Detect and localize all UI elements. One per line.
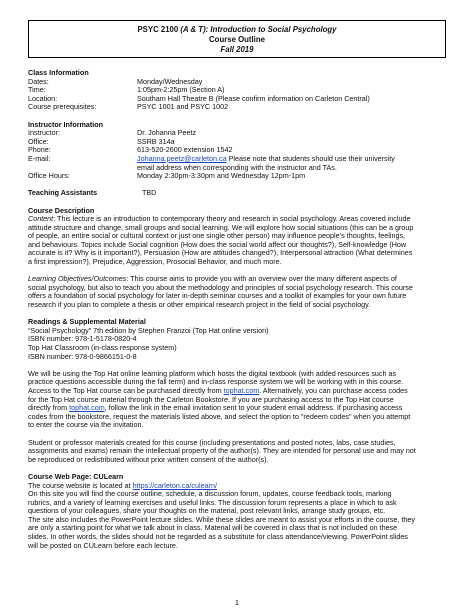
row-label: Course prerequisites: — [28, 102, 97, 112]
paragraph-line: questions of your colleagues, share your thoughts on the material, post relevant links, arrange study groups, etc. — [28, 506, 386, 516]
objectives-label: Learning Objectives/Outcomes — [28, 274, 127, 284]
paragraph-line: practice questions accessible during the fall term) and in-class response system we will be working with in this course. — [28, 377, 404, 387]
email-link[interactable]: Johanna.peetz@carleton.ca — [137, 153, 227, 163]
course-description-text — [28, 215, 448, 267]
row-label: Office: — [28, 136, 49, 146]
email-note: Please note that students should use their university — [226, 153, 395, 163]
content-label: Content — [28, 214, 54, 224]
office-value: SSRB 314a — [137, 136, 175, 146]
course-webpage-heading: Course Web Page: CULearn — [28, 471, 124, 481]
paragraph-line: On this site you will find the course outline, schedule, a discussion forum, updates, course feedback tools, marking — [28, 489, 392, 499]
copyright-paragraph — [28, 439, 448, 465]
course-name: (A & T): Introduction to Social Psychology — [180, 25, 337, 34]
class-info-row — [28, 103, 448, 112]
instructor-name: Dr. Johanna Peetz — [137, 128, 197, 138]
course-header-box — [28, 20, 446, 58]
paragraph-line: directly from tophat.com, follow the link in the email invitation sent to your student email address. If purchasing access — [28, 403, 403, 413]
row-value: PSYC 1001 and PSYC 1002 — [137, 102, 229, 112]
paragraph-line: assignments and exams) remain the intellectual property of the author(s). They are intended for personal use and may not — [28, 446, 416, 456]
paragraph-line: Access to the Top Hat course can be purchased directly from tophat.com. Alternatively, you can purchase access codes — [28, 385, 408, 395]
row-value: Southam Hall Theatre B (Please confirm information on Carleton Central) — [137, 93, 370, 103]
office-hours-row — [28, 172, 448, 181]
reading-line: ISBN number: 978-0-9866151-0-8 — [28, 351, 137, 361]
row-label: Office Hours: — [28, 171, 70, 181]
reading-line: ISBN number: 978-1-5178-0820-4 — [28, 334, 137, 344]
document-body — [28, 69, 448, 550]
paragraph-line: to enter the course via the invitation. — [28, 420, 144, 430]
row-label: Instructor: — [28, 128, 60, 138]
course-description-heading: Course Description — [28, 205, 95, 215]
tophat-link[interactable]: tophat.com — [223, 385, 260, 395]
paragraph-line: are only a starting point for what we talk about in class. Material will be covered in class that is not included on these — [28, 523, 398, 533]
outline-label: Course Outline — [209, 35, 265, 44]
paragraph-line: be reproduced or redistributed without prior written consent of the author(s). — [28, 454, 269, 464]
learning-objectives-text — [28, 275, 448, 309]
paragraph-line: rubrics, and a variety of learning exercises and useful links. The discussion forum represents a place in which to ask — [28, 497, 397, 507]
course-code: PSYC 2100 — [137, 25, 181, 34]
paragraph-line: research if you plan to complete a thesis or other empirical research project in the field of social psychology. — [28, 300, 371, 310]
paragraph-line: codes from the bookstore, request the materials listed above, and select the option to "redeem codes" when you attempt — [28, 411, 411, 421]
readings-heading: Readings & Supplemental Material — [28, 317, 146, 327]
paragraph-line: of people, an entire social or cultural context or just one single other person) may influence people’s thoughts, feelings, — [28, 231, 406, 241]
ta-label: Teaching Assistants — [28, 188, 98, 198]
paragraph-line: social psychology, but also to teach you about the methodology and principles of social psychology research. This course — [28, 282, 413, 292]
office-row — [28, 138, 448, 147]
tophat-link[interactable]: tophat.com — [69, 403, 105, 413]
ta-value: TBD — [142, 188, 157, 198]
row-label: Dates: — [28, 76, 49, 86]
paragraph-line: slides. In other words, the slides should not be regarded as a substitute for class attendance/viewing. PowerPoint slides — [28, 532, 408, 542]
term-label: Fall 2019 — [220, 45, 254, 54]
row-label: Time: — [28, 85, 46, 95]
paragraph-line: a first impression?), Prejudice, Aggression, Prosocial Behavior, and much more. — [28, 257, 282, 267]
paragraph-line: We will be using the Top Hat online learning platform which hosts the digital textbook (with added resources such as — [28, 368, 397, 378]
paragraph-line: offers a foundation of social psychology for later in-depth seminar courses and a toolkit of examples for your own future — [28, 291, 407, 301]
paragraph-line: Content: This lecture is an introduction to contemporary theory and research in social psychology. Areas covered include — [28, 214, 411, 224]
instructor-heading: Instructor Information — [28, 119, 104, 129]
row-label: E-mail: — [28, 153, 51, 163]
paragraph-line: and behaviours. Topics include Social cognition (How does the social world affect our thoughts?), Self-knowledge (How — [28, 239, 407, 249]
email-note-2: email address when corresponding with the instructor and TAs. — [137, 162, 337, 172]
paragraph-line: accurate is it? Why is it important?), Persuasion (How are attitudes changed?), Interpersonal attraction (What determines — [28, 248, 413, 258]
class-info-heading: Class Information — [28, 68, 89, 77]
phone-value: 613-520-2600 extension 1542 — [137, 145, 233, 155]
row-value: Monday/Wednesday — [137, 76, 203, 86]
row-label: Phone: — [28, 145, 51, 155]
culearn-link[interactable]: https://carleton.ca/culearn/ — [132, 480, 217, 490]
row-value: 1:05pm-2:25pm (Section A) — [137, 85, 225, 95]
paragraph-line: Learning Objectives/Outcomes: This course aims to provide you with an overview over the many different aspects of — [28, 274, 397, 284]
page-number: 1 — [234, 598, 240, 607]
row-label: Location: — [28, 93, 58, 103]
paragraph-line: Student or professor materials created for this course (including presentations and posted notes, labs, case studies, — [28, 437, 396, 447]
paragraph-line: for the Top Hat course material through the Carleton Bookstore. If you are purchasing access to the Top Hat course — [28, 394, 394, 404]
office-hours-value: Monday 2:30pm-3:30pm and Wednesday 12pm-1pm — [137, 171, 306, 181]
paragraph-line: attitude structure and change, small groups and social learning. We will explore how social situations (this can be a group — [28, 222, 414, 232]
reading-line: “Social Psychology” 7th edition by Stephen Franzoi (Top Hat online version) — [28, 325, 269, 335]
course-title — [29, 25, 445, 35]
reading-line: Top Hat Classroom (in-class response system) — [28, 343, 177, 352]
paragraph-line: The course website is located at https://carleton.ca/culearn/ — [28, 480, 217, 490]
instructor-row — [28, 129, 448, 138]
class-info-row — [28, 78, 448, 87]
paragraph-line: The site also includes the PowerPoint lecture slides. While these slides are meant to assist your efforts in the course, they — [28, 514, 415, 524]
ta-row — [28, 189, 448, 198]
tophat-paragraph — [28, 370, 448, 430]
paragraph-line: will be posted on CULearn before each lecture. — [28, 540, 178, 550]
